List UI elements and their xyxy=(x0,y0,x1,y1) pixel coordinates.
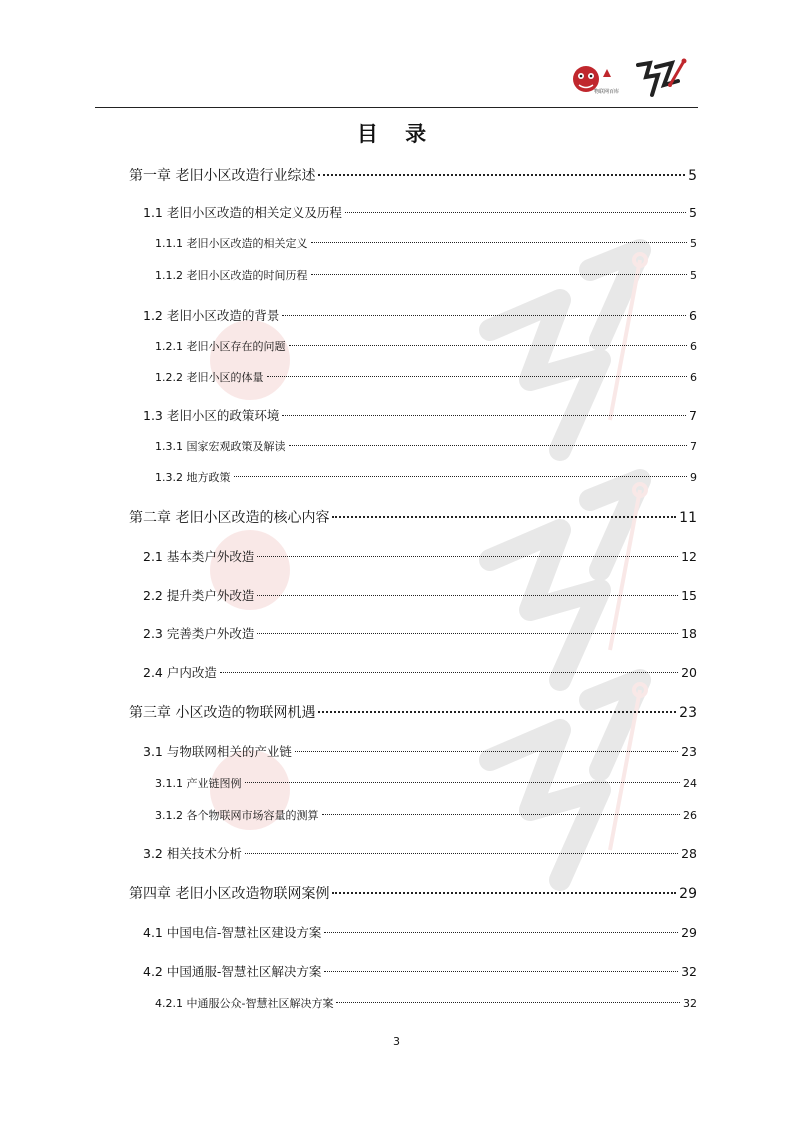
page-title: 目 录 xyxy=(356,122,437,146)
toc-entry-level-3[interactable] xyxy=(155,368,697,388)
toc-dot-leader xyxy=(311,274,688,275)
toc-dot-leader xyxy=(318,174,685,176)
page-number: 3 xyxy=(393,1035,400,1048)
toc-entry-level-2[interactable] xyxy=(143,962,697,982)
toc-entry-label: 1.2 老旧小区改造的背景 xyxy=(143,308,280,323)
toc-entry-label: 3.2 相关技术分析 xyxy=(143,846,242,861)
toc-dot-leader xyxy=(318,711,676,713)
toc-dot-leader xyxy=(234,476,688,477)
toc-entry-label: 3.1 与物联网相关的产业链 xyxy=(143,744,292,759)
toc-entry-level-2[interactable] xyxy=(143,923,697,943)
toc-entry-label: 第一章 老旧小区改造行业综述 xyxy=(129,168,316,184)
toc-dot-leader xyxy=(336,1002,680,1003)
toc-entry-level-2[interactable] xyxy=(143,586,697,606)
toc-entry-page: 15 xyxy=(681,588,697,603)
toc-entry-page: 26 xyxy=(683,809,697,822)
toc-entry-page: 5 xyxy=(688,168,697,184)
toc-entry-level-3[interactable] xyxy=(155,234,697,254)
toc-entry-level-3[interactable] xyxy=(155,266,697,286)
toc-dot-leader xyxy=(257,633,678,634)
toc-entry-label: 1.2.2 老旧小区的体量 xyxy=(155,371,264,384)
toc-entry-page: 28 xyxy=(681,846,697,861)
toc-entry-label: 第三章 小区改造的物联网机遇 xyxy=(129,705,316,721)
toc-dot-leader xyxy=(324,971,678,972)
toc-entry-label: 1.1.2 老旧小区改造的时间历程 xyxy=(155,269,308,282)
toc-dot-leader xyxy=(295,751,678,752)
toc-entry-label: 2.1 基本类户外改造 xyxy=(143,549,255,564)
toc-entry-label: 4.2 中国通服-智慧社区解决方案 xyxy=(143,964,322,979)
toc-dot-leader xyxy=(282,415,686,416)
toc-dot-leader xyxy=(282,315,686,316)
toc-entry-label: 3.1.1 产业链图例 xyxy=(155,777,242,790)
toc-entry-level-2[interactable] xyxy=(143,306,697,326)
toc-entry-label: 2.2 提升类户外改造 xyxy=(143,588,255,603)
toc-entry-label: 4.1 中国电信-智慧社区建设方案 xyxy=(143,925,322,940)
toc-entry-level-3[interactable] xyxy=(155,468,697,488)
toc-entry-page: 5 xyxy=(690,237,697,250)
toc-entry-label: 1.1 老旧小区改造的相关定义及历程 xyxy=(143,205,342,220)
toc-entry-level-3[interactable] xyxy=(155,437,697,457)
toc-entry-page: 23 xyxy=(681,744,697,759)
toc-entry-level-3[interactable] xyxy=(155,806,697,826)
toc-entry-page: 6 xyxy=(689,308,697,323)
toc-entry-level-2[interactable] xyxy=(143,547,697,567)
toc-entry-page: 11 xyxy=(679,510,697,526)
toc-entry-page: 18 xyxy=(681,626,697,641)
toc-dot-leader xyxy=(311,242,688,243)
toc-entry-page: 5 xyxy=(690,269,697,282)
toc-entry-label: 1.3.1 国家宏观政策及解读 xyxy=(155,440,286,453)
toc-dot-leader xyxy=(289,445,688,446)
toc-entry-level-3[interactable] xyxy=(155,994,697,1014)
toc-entry-page: 23 xyxy=(679,705,697,721)
toc-entry-level-2[interactable] xyxy=(143,203,697,223)
toc-entry-label: 第二章 老旧小区改造的核心内容 xyxy=(129,510,330,526)
toc-entry-level-1[interactable] xyxy=(129,884,697,904)
toc-entry-page: 6 xyxy=(690,371,697,384)
toc-entry-level-2[interactable] xyxy=(143,844,697,864)
toc-dot-leader xyxy=(324,932,678,933)
toc-dot-leader xyxy=(220,672,678,673)
toc-entry-page: 12 xyxy=(681,549,697,564)
toc-entry-label: 3.1.2 各个物联网市场容量的测算 xyxy=(155,809,319,822)
toc-entry-level-1[interactable] xyxy=(129,166,697,186)
toc-dot-leader xyxy=(245,853,678,854)
toc-dot-leader xyxy=(289,345,688,346)
toc-entry-level-2[interactable] xyxy=(143,663,697,683)
toc-entry-page: 6 xyxy=(690,340,697,353)
toc-dot-leader xyxy=(332,892,676,894)
toc-entry-level-3[interactable] xyxy=(155,774,697,794)
toc-entry-level-2[interactable] xyxy=(143,624,697,644)
toc-entry-page: 7 xyxy=(689,408,697,423)
toc-entry-page: 5 xyxy=(689,205,697,220)
toc-entry-page: 32 xyxy=(683,997,697,1010)
toc-dot-leader xyxy=(332,516,676,518)
toc-entry-label: 1.3.2 地方政策 xyxy=(155,471,231,484)
toc-entry-label: 4.2.1 中通服公众-智慧社区解决方案 xyxy=(155,997,334,1010)
toc-dot-leader xyxy=(267,376,688,377)
toc-entry-label: 1.1.1 老旧小区改造的相关定义 xyxy=(155,237,308,250)
logo-caption: 物联网百库 xyxy=(594,89,620,95)
toc-entry-page: 20 xyxy=(681,665,697,680)
toc-entry-page: 9 xyxy=(690,471,697,484)
toc-entry-page: 29 xyxy=(679,886,697,902)
toc-dot-leader xyxy=(322,814,681,815)
toc-entry-page: 32 xyxy=(681,964,697,979)
toc-entry-page: 7 xyxy=(690,440,697,453)
toc-entry-label: 2.4 户内改造 xyxy=(143,665,217,680)
toc-entry-level-2[interactable] xyxy=(143,742,697,762)
toc-dot-leader xyxy=(245,782,681,783)
toc-entry-label: 1.2.1 老旧小区存在的问题 xyxy=(155,340,286,353)
toc-entry-level-1[interactable] xyxy=(129,508,697,528)
toc-dot-leader xyxy=(345,212,686,213)
toc-dot-leader xyxy=(257,556,678,557)
toc-entry-level-3[interactable] xyxy=(155,337,697,357)
toc-dot-leader xyxy=(257,595,678,596)
toc-entry-page: 29 xyxy=(681,925,697,940)
toc-entry-level-2[interactable] xyxy=(143,406,697,426)
toc-entry-label: 1.3 老旧小区的政策环境 xyxy=(143,408,280,423)
toc-entry-label: 2.3 完善类户外改造 xyxy=(143,626,255,641)
toc-entry-label: 第四章 老旧小区改造物联网案例 xyxy=(129,886,330,902)
toc-entry-level-1[interactable] xyxy=(129,703,697,723)
toc-entry-page: 24 xyxy=(683,777,697,790)
